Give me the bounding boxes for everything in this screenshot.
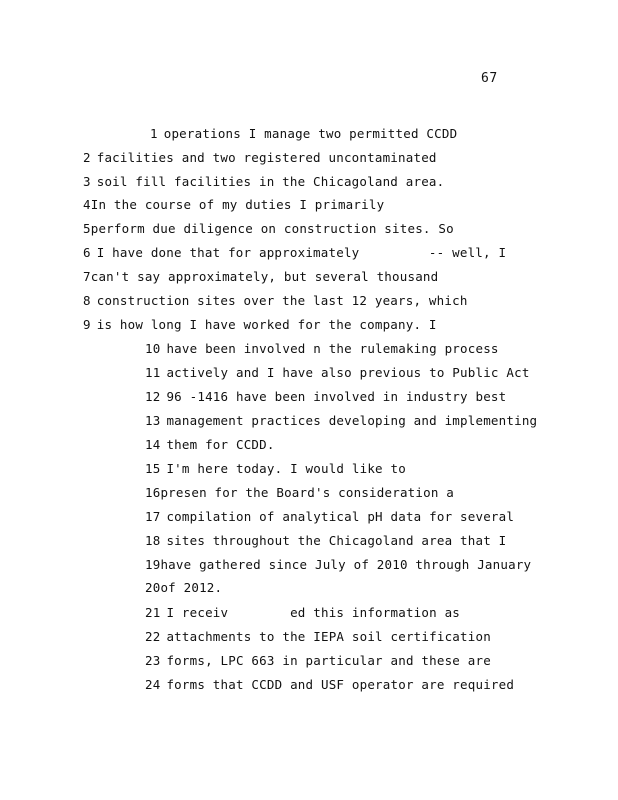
line-text: soil fill facilities in the Chicagoland area. [96,174,445,189]
line-number: 14 [145,437,161,452]
transcript-line [145,677,514,693]
transcript-line [83,269,438,285]
line-text: facilities and two registered uncontaminated [96,150,437,165]
line-text: 96 -1416 have been involved in industry best [166,389,507,404]
line-number: 15 [145,461,161,476]
transcript-line [145,580,222,596]
line-number: 12 [145,389,161,404]
transcript-line [145,389,506,405]
transcript-line [145,341,499,357]
transcript-line [145,461,406,477]
line-text: construction sites over the last 12 years, which [96,293,468,308]
transcript-line [145,557,531,573]
line-text: of 2012. [160,580,223,595]
line-text: sites throughout the Chicagoland area that I [166,533,507,548]
transcript-line [145,653,491,669]
line-text: I'm here today. I would like to [166,461,406,476]
line-text: I have done that for approximately -- well, I [96,245,507,260]
transcript-line [83,174,444,190]
line-text: actively and I have also previous to Public Act [166,365,530,380]
line-number: 19 [145,557,161,572]
line-text: In the course of my duties I primarily [90,197,385,212]
line-number: 16 [145,485,161,500]
line-text: I receiv ed this information as [166,605,461,620]
line-text: forms that CCDD and USF operator are required [166,677,515,692]
line-text: perform due diligence on construction sites. So [90,221,454,236]
line-text: management practices developing and implementing [166,413,538,428]
line-number: 7 [83,269,91,284]
transcript-line [145,629,491,645]
line-number: 4 [83,197,91,212]
line-number: 18 [145,533,161,548]
line-text: can't say approximately, but several thousand [90,269,439,284]
transcript-line [145,485,454,501]
line-number: 9 [83,317,91,332]
line-number: 10 [145,341,161,356]
transcript-line [83,197,384,213]
line-number: 13 [145,413,161,428]
line-number: 5 [83,221,91,236]
line-number: 17 [145,509,161,524]
transcript-line [145,509,514,525]
transcript-line [83,221,454,237]
transcript-line [83,317,437,333]
line-number: 8 [83,293,91,308]
line-number: 3 [83,174,91,189]
line-text: forms, LPC 663 in particular and these are [166,653,491,668]
transcript-line [145,533,506,549]
line-text: them for CCDD. [166,437,275,452]
transcript-line [145,365,530,381]
transcript-line [83,245,506,261]
line-text: is how long I have worked for the company. I [96,317,437,332]
line-number: 21 [145,605,161,620]
transcript-line [83,293,468,309]
transcript-line [150,126,457,142]
line-number: 2 [83,150,91,165]
transcript-line [145,413,537,429]
line-text: operations I manage two permitted CCDD [163,126,458,141]
line-number: 22 [145,629,161,644]
line-number: 20 [145,580,161,595]
line-number: 6 [83,245,91,260]
transcript-line [83,150,437,166]
page-number: 67 [481,71,498,86]
line-text: compilation of analytical pH data for several [166,509,515,524]
line-number: 11 [145,365,161,380]
line-text: have gathered since July of 2010 through January [160,557,532,572]
transcript-line [145,605,460,621]
line-text: presen for the Board's consideration a [160,485,455,500]
line-number: 24 [145,677,161,692]
line-text: attachments to the IEPA soil certification [166,629,491,644]
line-number: 23 [145,653,161,668]
line-text: have been involved n the rulemaking process [166,341,499,356]
transcript-line [145,437,275,453]
line-number: 1 [150,126,158,141]
